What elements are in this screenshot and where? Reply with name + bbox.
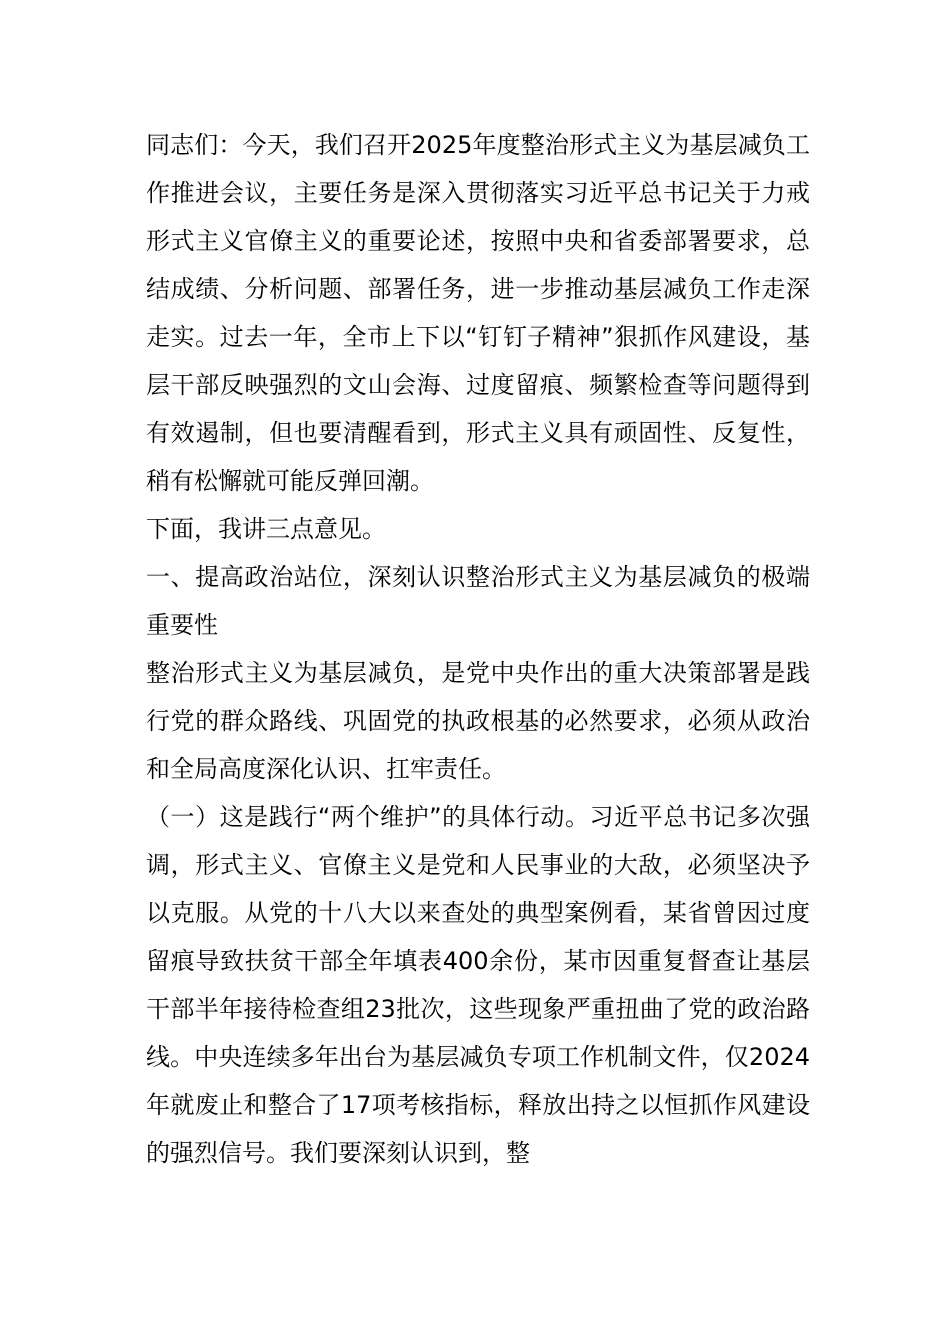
paragraph-subsection-1: （一）这是践行“两个维护”的具体行动。习近平总书记多次强调，形式主义、官僚主义是党和人民事业的大敌，必须坚决予以克服。从党的十八大以来查处的典型案例看，某省曾因过度留痕导致扶贫干部全年填表400余份，某市因重复督查让基层干部半年接待检查组23批次，这些现象严重扭曲了党的政治路线。中央连续多年出台为基层减负专项工作机制文件，仅2024年就废止和整合了17项考核指标，释放出持之以恒抓作风建设的强烈信号。我们要深刻认识到，整 (146, 803, 810, 1167)
paragraph-section-1-intro: 整治形式主义为基层减负，是党中央作出的重大决策部署是践行党的群众路线、巩固党的执政根基的必然要求，必须从政治和全局高度深化认识、扛牢责任。 (146, 659, 810, 783)
paragraph-opening: 同志们：今天，我们召开2025年度整治形式主义为基层减负工作推进会议，主要任务是深入贯彻落实习近平总书记关于力戒形式主义官僚主义的重要论述，按照中央和省委部署要求，总结成绩、分析问题、部署任务，进一步推动基层减负工作走深走实。过去一年，全市上下以“钉钉子精神”狠抓作风建设，基层干部反映强烈的文山会海、过度留痕、频繁检查等问题得到有效遏制，但也要清醒看到，形式主义具有顽固性、反复性，稍有松懈就可能反弹回潮。 (146, 131, 810, 495)
paragraph-transition: 下面，我讲三点意见。 (146, 515, 386, 543)
section-heading-1: 一、提高政治站位，深刻认识整治形式主义为基层减负的极端重要性 (146, 563, 810, 639)
document-body (146, 121, 810, 1177)
